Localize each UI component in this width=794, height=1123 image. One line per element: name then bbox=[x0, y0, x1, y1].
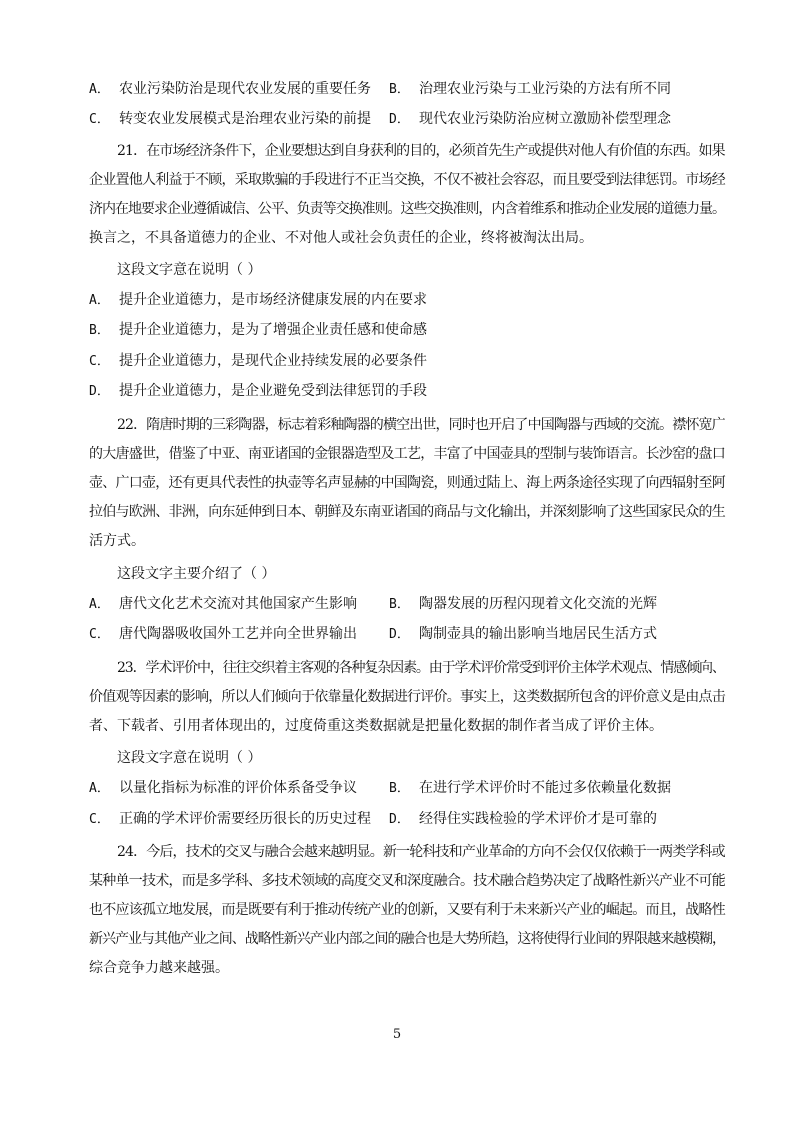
q21-passage-line: 21．在市场经济条件下，企业要想达到自身获利的目的，必须首先生产或提供对他人有价值的东西。如果 bbox=[117, 143, 725, 159]
option-text: 农业污染防治是现代农业发展的重要任务 bbox=[119, 81, 371, 97]
option-letter: A． bbox=[89, 781, 110, 796]
q21-question: 这段文字意在说明（ ） bbox=[117, 262, 262, 278]
q21-passage-line: 换言之，不具备道德力的企业、不对他人或社会负责任的企业，终将被淘汰出局。 bbox=[89, 230, 593, 246]
q21-passage-line: 济内在地要求企业遵循诚信、公平、负责等交换准则。这些交换准则，内含着维系和推动企业发展的道德力量。 bbox=[89, 201, 726, 217]
option-letter: A． bbox=[89, 597, 110, 612]
option-letter: C． bbox=[89, 354, 110, 369]
option-letter: B． bbox=[389, 597, 410, 612]
option-text: 在进行学术评价时不能过多依赖量化数据 bbox=[419, 780, 671, 796]
q23-option-c[interactable] bbox=[89, 809, 371, 830]
option-letter: D． bbox=[389, 627, 410, 642]
option-text: 唐代陶器吸收国外工艺并向全世界输出 bbox=[119, 626, 357, 642]
q21-option-d[interactable] bbox=[89, 381, 427, 402]
q23-passage-line: 者、下载者、引用者体现出的，过度倚重这类数据就是把量化数据的制作者当成了评价主体。 bbox=[89, 718, 663, 734]
q23-passage-line: 23．学术评价中，往往交织着主客观的各种复杂因素。由于学术评价常受到评价主体学术观点、情感倾向、 bbox=[117, 660, 725, 676]
q23-option-a[interactable] bbox=[89, 778, 357, 799]
option-text: 提升企业道德力，是现代企业持续发展的必要条件 bbox=[119, 353, 427, 369]
option-text: 提升企业道德力，是为了增强企业责任感和使命感 bbox=[119, 322, 427, 338]
q21-option-a[interactable] bbox=[89, 290, 427, 311]
q23-question: 这段文字意在说明（ ） bbox=[117, 750, 262, 766]
q22-passage-line: 拉伯与欧洲、非洲，向东延伸到日本、朝鲜及东南亚诸国的商品与文化输出，并深刻影响了这些国家民众的生 bbox=[89, 504, 725, 520]
q20-option-d[interactable] bbox=[389, 109, 671, 130]
option-letter: C． bbox=[89, 112, 110, 127]
q20-option-c[interactable] bbox=[89, 109, 371, 130]
option-letter: D． bbox=[389, 112, 410, 127]
option-letter: B． bbox=[89, 323, 110, 338]
option-letter: A． bbox=[89, 82, 110, 97]
option-letter: A． bbox=[89, 293, 110, 308]
q22-option-a[interactable] bbox=[89, 594, 357, 615]
q21-passage-line: 企业置他人利益于不顾，采取欺骗的手段进行不正当交换，不仅不被社会容忍，而且要受到法律惩罚。市场经 bbox=[89, 172, 725, 188]
option-text: 陶器发展的历程闪现着文化交流的光辉 bbox=[419, 596, 657, 612]
q21-option-b[interactable] bbox=[89, 320, 427, 341]
option-text: 以量化指标为标准的评价体系备受争议 bbox=[119, 780, 357, 796]
q24-passage-line: 24．今后，技术的交叉与融合会越来越明显。新一轮科技和产业革命的方向不会仅仅依赖于一两类学科或 bbox=[117, 844, 725, 860]
page-number: 5 bbox=[392, 1027, 402, 1042]
q22-passage-line: 的大唐盛世，借鉴了中亚、南亚诸国的金银器造型及工艺，丰富了中国壶具的型制与装饰语言。长沙窑的盘口 bbox=[89, 446, 725, 462]
option-letter: B． bbox=[389, 781, 410, 796]
option-letter: C． bbox=[89, 627, 110, 642]
option-letter: D． bbox=[389, 812, 410, 827]
q22-option-b[interactable] bbox=[389, 594, 657, 615]
option-text: 正确的学术评价需要经历很长的历史过程 bbox=[119, 811, 371, 827]
option-text: 提升企业道德力，是企业避免受到法律惩罚的手段 bbox=[119, 383, 427, 399]
option-text: 提升企业道德力，是市场经济健康发展的内在要求 bbox=[119, 292, 427, 308]
q22-option-c[interactable] bbox=[89, 624, 357, 645]
q24-passage-line: 某种单一技术，而是多学科、多技术领域的高度交叉和深度融合。技术融合趋势决定了战略性新兴产业不可能 bbox=[89, 873, 725, 889]
q22-question: 这段文字主要介绍了（ ） bbox=[117, 566, 276, 582]
option-text: 陶制壶具的输出影响当地居民生活方式 bbox=[419, 626, 657, 642]
q24-passage-line: 综合竞争力越来越强。 bbox=[89, 960, 229, 976]
option-letter: C． bbox=[89, 812, 110, 827]
option-text: 转变农业发展模式是治理农业污染的前提 bbox=[119, 111, 371, 127]
q22-option-d[interactable] bbox=[389, 624, 657, 645]
q22-passage-line: 壶、广口壶，还有更具代表性的执壶等名声显赫的中国陶瓷，则通过陆上、海上两条途径实现了向西辐射至阿 bbox=[89, 475, 725, 491]
q22-passage-line: 22．隋唐时期的三彩陶器，标志着彩釉陶器的横空出世，同时也开启了中国陶器与西域的交流。襟怀宽广 bbox=[117, 417, 725, 433]
q24-passage-line: 也不应该孤立地发展，而是既要有利于推动传统产业的创新，又要有利于未来新兴产业的崛起。而且，战略性 bbox=[89, 902, 725, 918]
q24-passage-line: 新兴产业与其他产业之间、战略性新兴产业内部之间的融合也是大势所趋，这将使得行业间的界限越来越模糊， bbox=[89, 931, 726, 947]
option-letter: D． bbox=[89, 384, 110, 399]
q23-option-d[interactable] bbox=[389, 809, 657, 830]
option-letter: B． bbox=[389, 82, 410, 97]
option-text: 治理农业污染与工业污染的方法有所不同 bbox=[419, 81, 671, 97]
q20-option-b[interactable] bbox=[389, 79, 671, 100]
q22-passage-line: 活方式。 bbox=[89, 533, 145, 549]
q20-option-a[interactable] bbox=[89, 79, 371, 100]
option-text: 现代农业污染防治应树立激励补偿型理念 bbox=[419, 111, 671, 127]
q21-option-c[interactable] bbox=[89, 351, 427, 372]
q23-passage-line: 价值观等因素的影响，所以人们倾向于依靠量化数据进行评价。事实上，这类数据所包含的评价意义是由点击 bbox=[89, 689, 725, 705]
q23-option-b[interactable] bbox=[389, 778, 671, 799]
option-text: 唐代文化艺术交流对其他国家产生影响 bbox=[119, 596, 357, 612]
option-text: 经得住实践检验的学术评价才是可靠的 bbox=[419, 811, 657, 827]
